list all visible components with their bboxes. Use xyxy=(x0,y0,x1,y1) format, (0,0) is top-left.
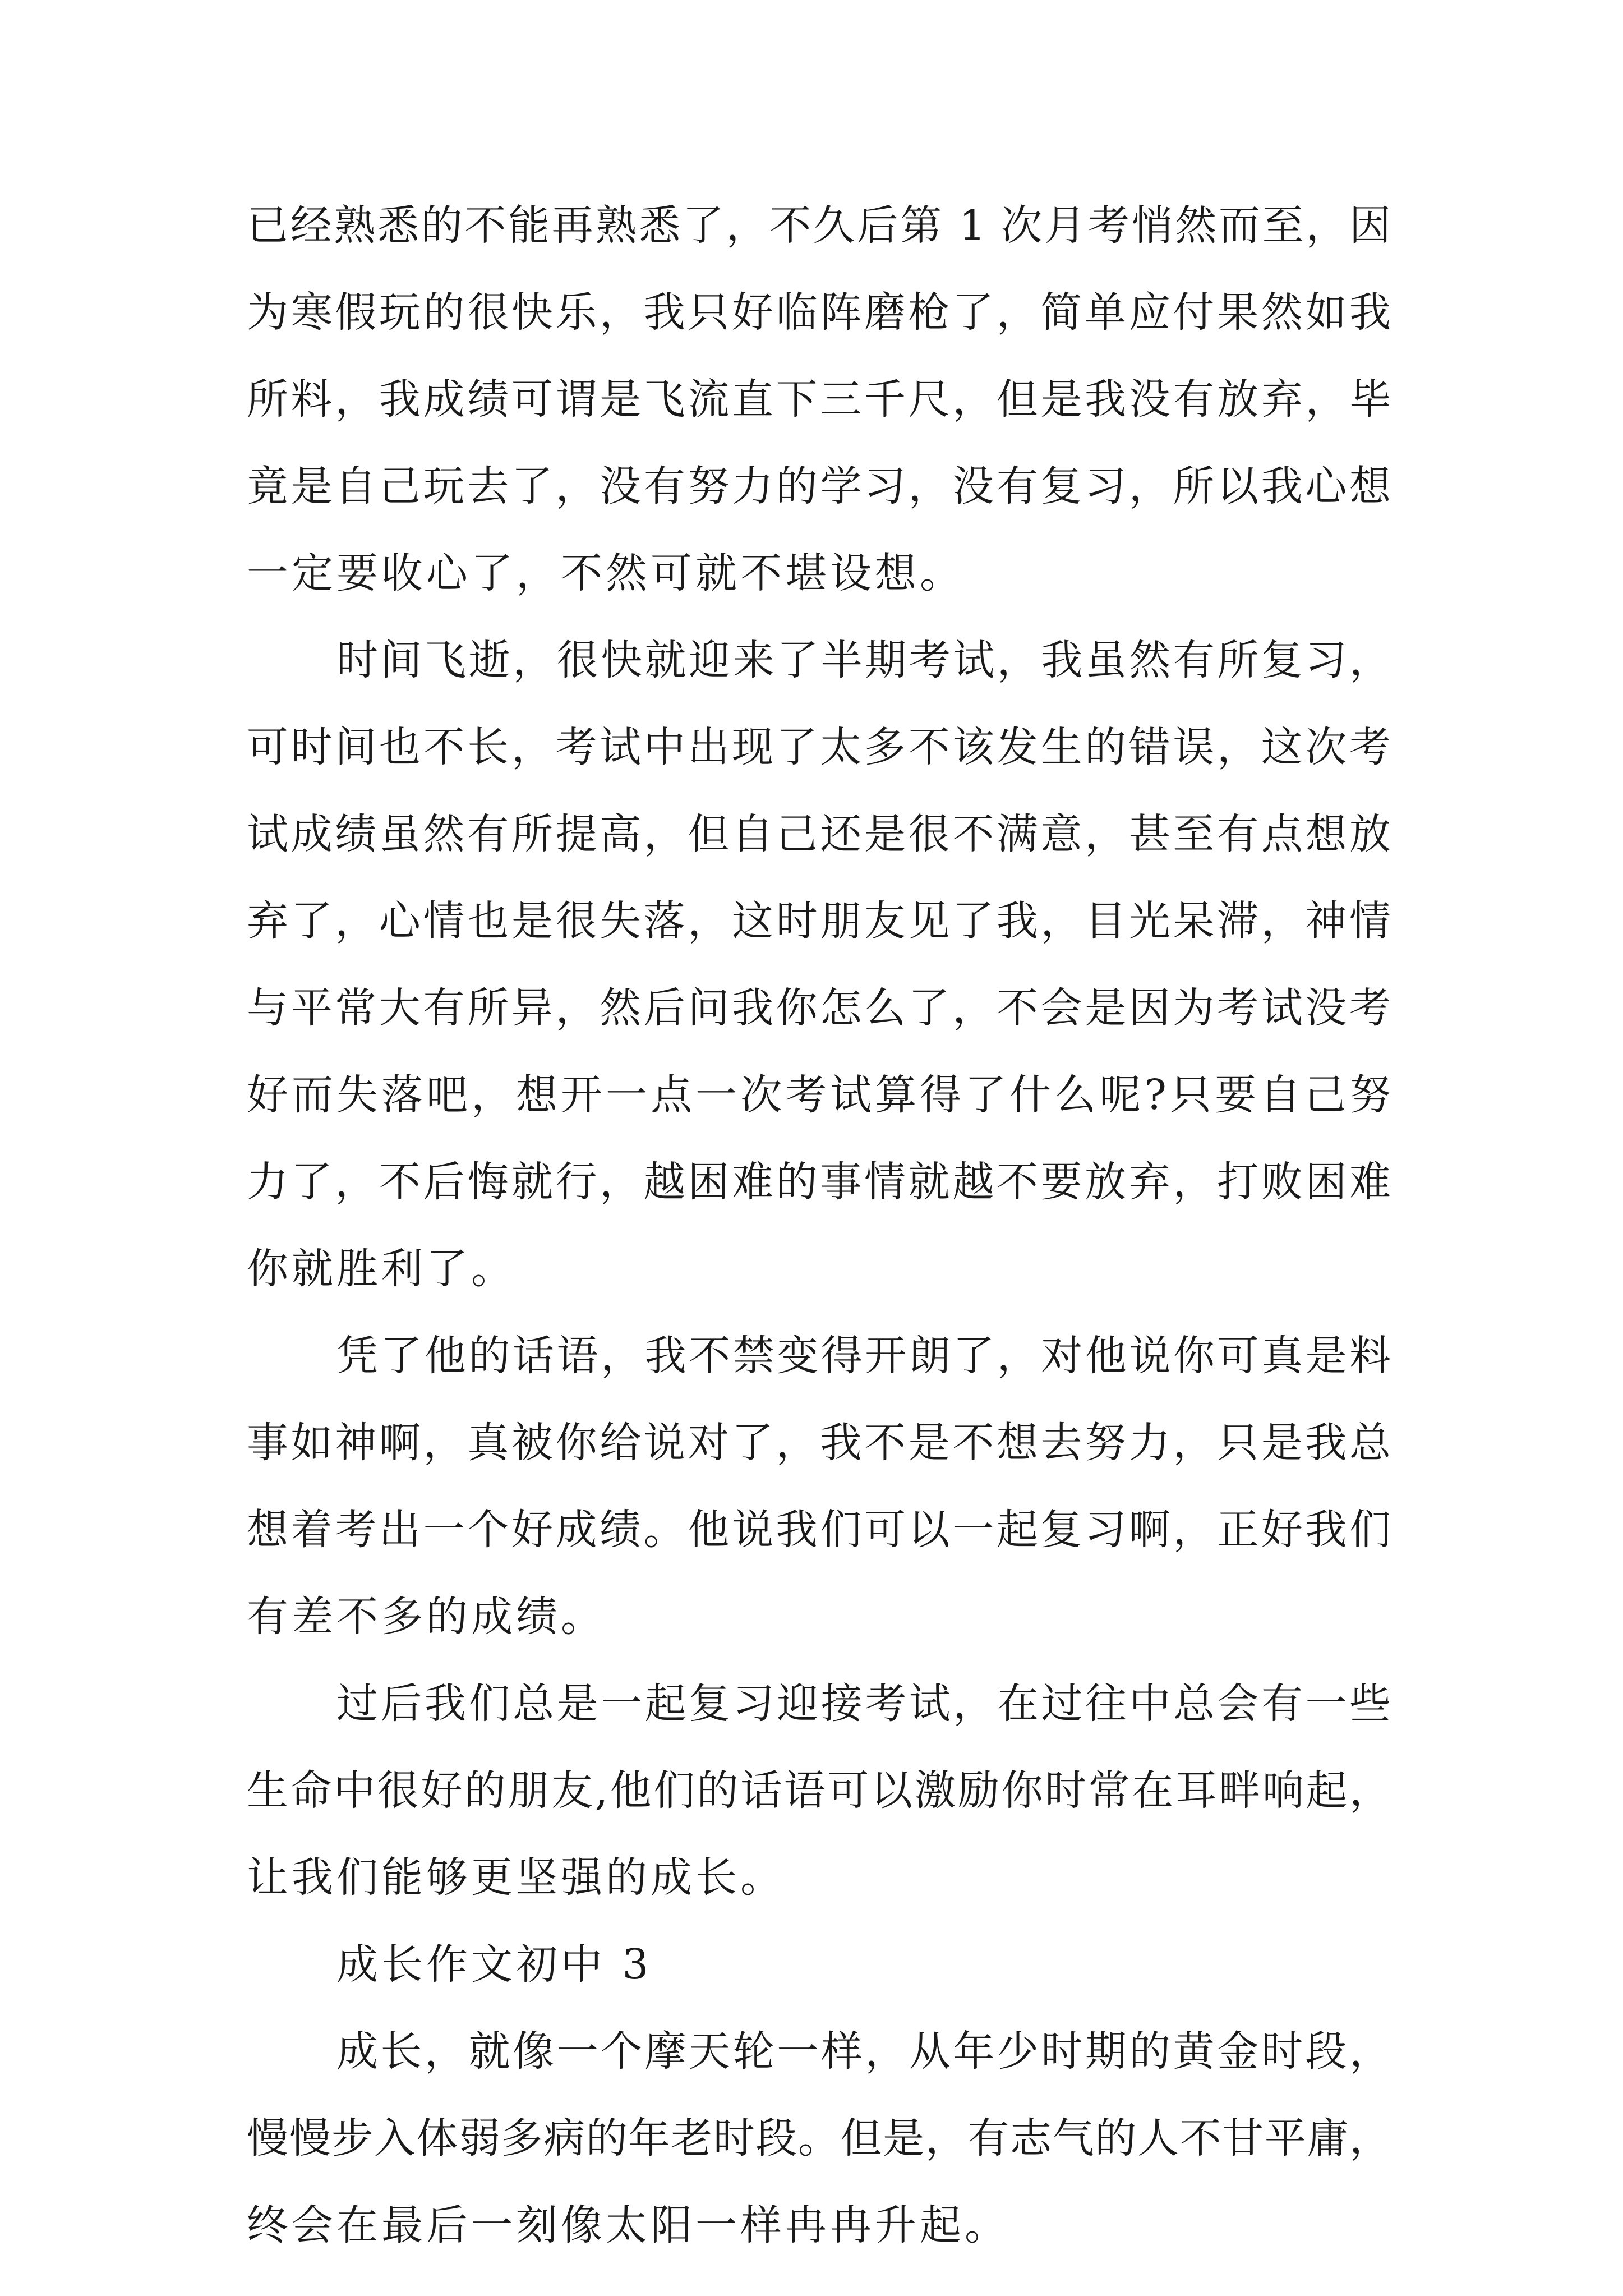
text-line: 终会在最后一刻像太阳一样冉冉升起。 xyxy=(247,2201,1009,2249)
text-line: 你就胜利了。 xyxy=(247,1245,516,1293)
paragraph-first-line: 时间飞逝，很快就迎来了半期考试，我虽然有所复习， xyxy=(336,636,1391,684)
text-line: 生命中很好的朋友,他们的话语可以激励你时常在耳畔响起， xyxy=(247,1766,1391,1815)
text-line: 竟是自己玩去了，没有努力的学习，没有复习，所以我心想 xyxy=(247,462,1391,510)
paragraph-first-line: 凭了他的话语，我不禁变得开朗了，对他说你可真是料 xyxy=(336,1332,1391,1380)
text-line: 为寒假玩的很快乐，我只好临阵磨枪了，简单应付果然如我 xyxy=(247,288,1391,337)
text-line: 一定要收心了，不然可就不堪设想。 xyxy=(247,549,965,597)
text-line: 好而失落吧，想开一点一次考试算得了什么呢?只要自己努 xyxy=(247,1071,1391,1119)
section-heading: 成长作文初中 3 xyxy=(336,1940,652,1989)
text-line: 让我们能够更坚强的成长。 xyxy=(247,1853,785,1902)
text-line: 事如神啊，真被你给说对了，我不是不想去努力，只是我总 xyxy=(247,1419,1391,1467)
text-line: 想着考出一个好成绩。他说我们可以一起复习啊，正好我们 xyxy=(247,1506,1391,1554)
text-line: 所料，我成绩可谓是飞流直下三千尺，但是我没有放弃，毕 xyxy=(247,375,1391,424)
paragraph-first-line: 成长，就像一个摩天轮一样，从年少时期的黄金时段， xyxy=(336,2027,1391,2076)
text-line: 试成绩虽然有所提高，但自己还是很不满意，甚至有点想放 xyxy=(247,810,1391,858)
text-line: 慢慢步入体弱多病的年老时段。但是，有志气的人不甘平庸， xyxy=(247,2114,1391,2162)
text-line: 可时间也不长，考试中出现了太多不该发生的错误，这次考 xyxy=(247,723,1391,771)
paragraph-first-line: 过后我们总是一起复习迎接考试，在过往中总会有一些 xyxy=(336,1680,1391,1728)
text-line: 弃了，心情也是很失落，这时朋友见了我，目光呆滞，神情 xyxy=(247,897,1391,945)
text-line: 与平常大有所异，然后问我你怎么了，不会是因为考试没考 xyxy=(247,984,1391,1032)
text-line: 有差不多的成绩。 xyxy=(247,1593,606,1641)
text-line: 已经熟悉的不能再熟悉了，不久后第 1 次月考悄然而至，因 xyxy=(247,201,1391,250)
text-line: 力了，不后悔就行，越困难的事情就越不要放弃，打败困难 xyxy=(247,1158,1391,1206)
